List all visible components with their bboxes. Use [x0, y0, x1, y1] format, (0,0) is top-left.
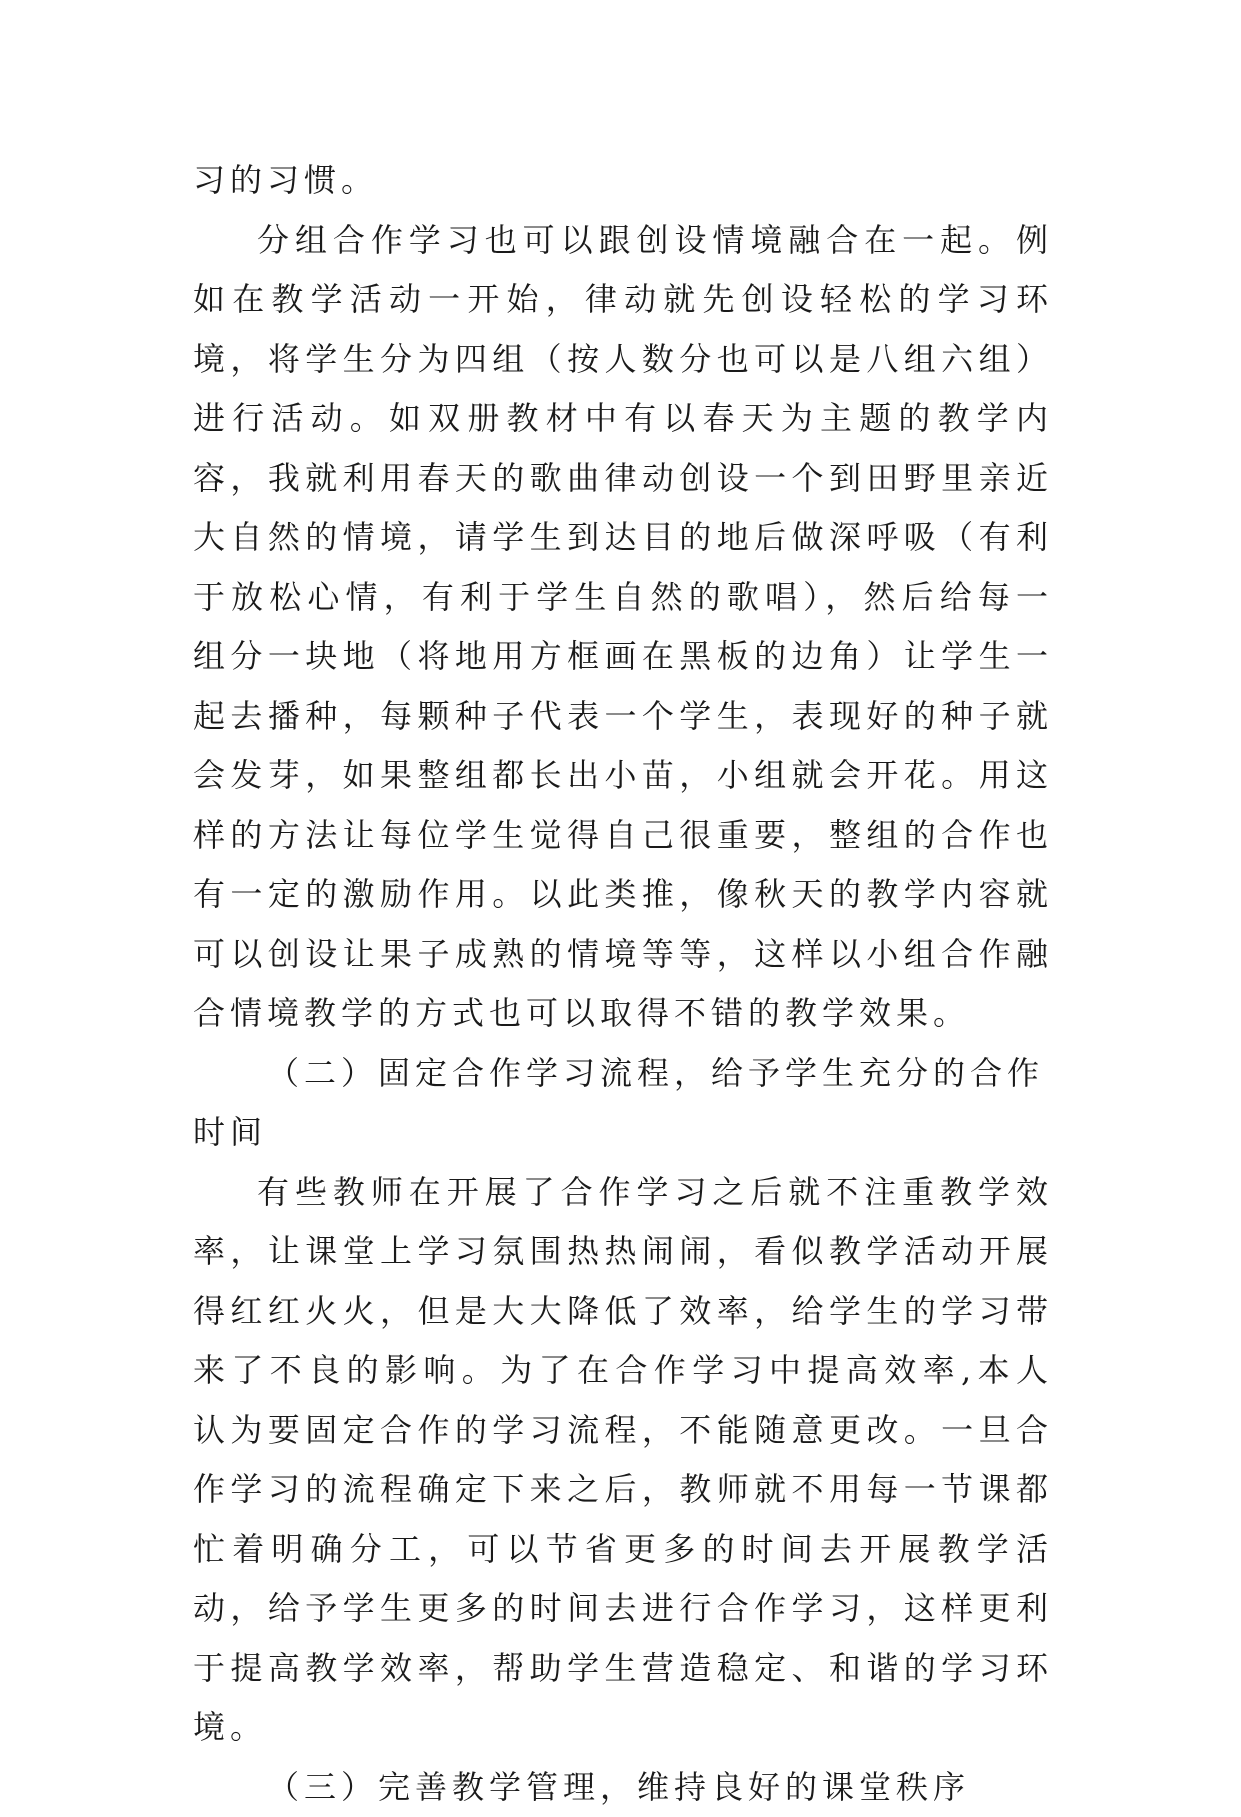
paragraph-fixed-process: 有些教师在开展了合作学习之后就不注重教学效率，让课堂上学习氛围热热闹闹，看似教学活动开展得红红火火，但是大大降低了效率，给学生的学习带来了不良的影响。为了在合作学习中提高效率,本人认为要固定合作的学习流程，不能随意更改。一旦合作学习的流程确定下来之后，教师就不用每一节课都忙着明确分工，可以节省更多的时间去开展教学活动，给予学生更多的时间去进行合作学习，这样更利于提高教学效率，帮助学生营造稳定、和谐的学习环境。	[193, 1163, 1053, 1758]
section-heading-2: （二）固定合作学习流程，给予学生充分的合作时间	[193, 1044, 1053, 1163]
section-heading-3: （三）完善教学管理，维持良好的课堂秩序	[193, 1758, 1053, 1817]
paragraph-group-cooperation: 分组合作学习也可以跟创设情境融合在一起。例如在教学活动一开始，律动就先创设轻松的学习环境，将学生分为四组（按人数分也可以是八组六组）进行活动。如双册教材中有以春天为主题的教学内容，我就利用春天的歌曲律动创设一个到田野里亲近大自然的情境，请学生到达目的地后做深呼吸（有利于放松心情，有利于学生自然的歌唱），然后给每一组分一块地（将地用方框画在黑板的边角）让学生一起去播种，每颗种子代表一个学生，表现好的种子就会发芽，如果整组都长出小苗，小组就会开花。用这样的方法让每位学生觉得自己很重要，整组的合作也有一定的激励作用。以此类推，像秋天的教学内容就可以创设让果子成熟的情境等等，这样以小组合作融合情境教学的方式也可以取得不错的教学效果。	[193, 211, 1053, 1044]
document-page	[193, 151, 1053, 1817]
paragraph-continuation: 习的习惯。	[193, 151, 1053, 211]
